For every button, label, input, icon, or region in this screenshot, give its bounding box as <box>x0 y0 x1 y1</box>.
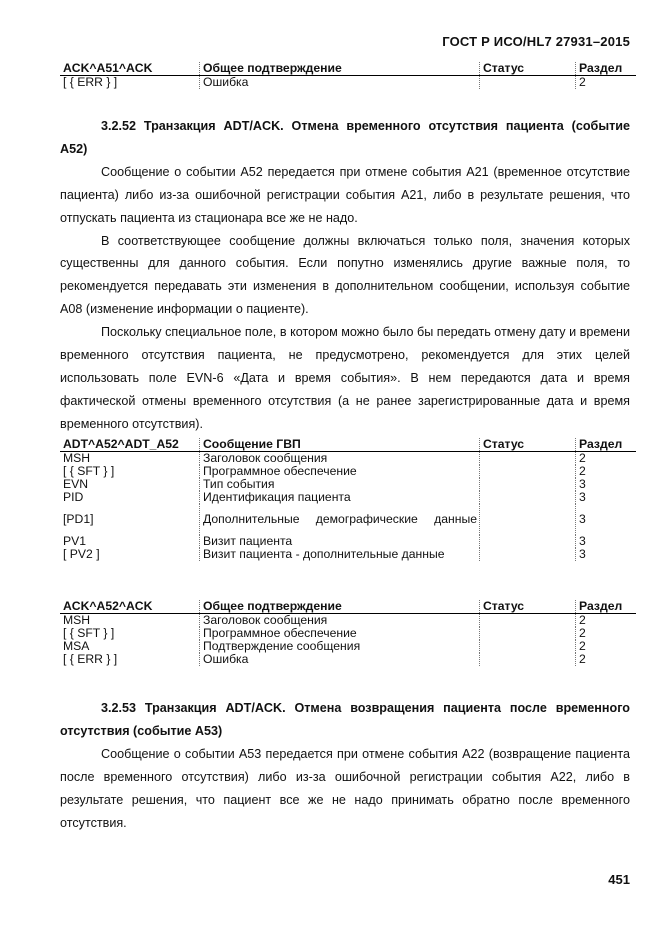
table-row <box>60 504 636 535</box>
column-header: Статус <box>480 600 576 614</box>
paragraph: В соответствующее сообщение должны включаться только поля, значения которых существенны для данного события. Если попутно изменялись другие важные поля, то рекомендуется передавать эти изменения в дополнительном сообщении, используя событие A08 (изменение информации о пациенте). <box>60 233 630 317</box>
table-row <box>60 653 636 666</box>
ack-a51-table <box>60 62 636 89</box>
status-cell <box>480 491 576 504</box>
description-cell: Идентификация пациента <box>200 491 480 504</box>
page-number: 451 <box>608 872 630 887</box>
table-row <box>60 491 636 504</box>
section-cell: 2 <box>576 640 637 653</box>
column-header: Общее подтверждение <box>200 62 480 76</box>
description-cell: Визит пациента - дополнительные данные <box>200 548 480 561</box>
segment-cell: PV1 <box>63 534 87 548</box>
status-cell <box>480 627 576 640</box>
segment-cell: [ { ERR } ] <box>63 75 118 89</box>
section-cell: 2 <box>576 627 637 640</box>
segment-cell: EVN <box>63 477 89 491</box>
section-cell: 3 <box>576 478 637 491</box>
column-header: Сообщение ГВП <box>200 438 480 452</box>
section-cell: 3 <box>576 548 637 561</box>
segment-cell: MSH <box>63 451 91 465</box>
description-cell: Заголовок сообщения <box>200 452 480 466</box>
description-cell: Подтверждение сообщения <box>200 640 480 653</box>
section-3-2-52 <box>60 115 630 436</box>
description-cell: Ошибка <box>200 76 480 90</box>
status-cell <box>480 478 576 491</box>
status-cell <box>480 465 576 478</box>
description-cell: Тип события <box>200 478 480 491</box>
section-cell: 2 <box>576 452 637 466</box>
section-cell: 3 <box>576 491 637 504</box>
status-cell <box>480 614 576 628</box>
description-cell: Программное обеспечение <box>200 627 480 640</box>
section-cell: 2 <box>576 653 637 666</box>
status-cell <box>480 535 576 548</box>
segment-cell: [PD1] <box>63 512 94 526</box>
paragraph: Поскольку специальное поле, в котором можно было бы передать отмену дату и времени временного отсутствия пациента, не предусмотрено, рекомендуется для этих целей использовать поле EVN-6 «Дата и время события». В нем передаются дата и время фактической отмены временного отсутствия (а не ранее зарегистрированные дата и время временного отсутствия). <box>60 325 630 431</box>
section-3-2-53 <box>60 697 630 834</box>
section-cell: 3 <box>576 535 637 548</box>
segment-cell: [ { SFT } ] <box>63 464 115 478</box>
status-cell <box>480 640 576 653</box>
section-heading: 3.2.53 Транзакция ADT/ACK. Отмена возвращения пациента после временного отсутствия (событие A53) <box>60 701 630 738</box>
segment-cell: MSA <box>63 639 90 653</box>
table-row <box>60 640 636 653</box>
table-row <box>60 614 636 628</box>
adt-a52-table <box>60 438 636 561</box>
ack-a52-table <box>60 600 636 666</box>
status-cell <box>480 76 576 90</box>
column-header: ACK^A52^ACK <box>60 600 200 614</box>
section-cell: 2 <box>576 76 637 90</box>
section-cell: 2 <box>576 614 637 628</box>
document-header: ГОСТ Р ИСО/HL7 27931–2015 <box>442 34 630 49</box>
section-cell: 2 <box>576 465 637 478</box>
description-cell: Программное обеспечение <box>200 465 480 478</box>
column-header: Раздел <box>576 438 637 452</box>
column-header: Общее подтверждение <box>200 600 480 614</box>
status-cell <box>480 504 576 535</box>
section-cell: 3 <box>576 504 637 535</box>
status-cell <box>480 548 576 561</box>
description-cell: Ошибка <box>200 653 480 666</box>
segment-cell: PID <box>63 490 84 504</box>
column-header: Раздел <box>576 62 637 76</box>
description-cell: Дополнительные демографические данные <box>200 504 480 535</box>
paragraph: Сообщение о событии A53 передается при отмене события A22 (возвращение пациента после временного отсутствия) либо из-за ошибочной регистрации события A22, либо в результате решения, что пациент все же не надо принимать обратно после временного отсутствия. <box>60 746 630 830</box>
segment-cell: [ { ERR } ] <box>63 652 118 666</box>
section-heading: 3.2.52 Транзакция ADT/ACK. Отмена временного отсутствия пациента (событие A52) <box>60 119 630 156</box>
table-header-row <box>60 600 636 614</box>
paragraph: Сообщение о событии A52 передается при отмене события A21 (временное отсутствие пациента) либо из-за ошибочной регистрации события A21, либо в результате решения, что отпускать пациента из стационара все же не надо. <box>60 164 630 225</box>
column-header: Статус <box>480 438 576 452</box>
column-header: Статус <box>480 62 576 76</box>
table-row <box>60 548 636 561</box>
segment-cell: MSH <box>63 613 91 627</box>
status-cell <box>480 452 576 466</box>
segment-cell: [ { SFT } ] <box>63 626 115 640</box>
segment-cell: [ PV2 ] <box>63 547 100 561</box>
column-header: ACK^A51^ACK <box>60 62 200 76</box>
table-row <box>60 452 636 466</box>
description-cell: Визит пациента <box>200 535 480 548</box>
table-row <box>60 76 636 90</box>
description-cell: Заголовок сообщения <box>200 614 480 628</box>
status-cell <box>480 653 576 666</box>
table-header-row <box>60 438 636 452</box>
table-row <box>60 465 636 478</box>
table-header-row <box>60 62 636 76</box>
column-header: ADT^A52^ADT_A52 <box>60 438 200 452</box>
column-header: Раздел <box>576 600 637 614</box>
